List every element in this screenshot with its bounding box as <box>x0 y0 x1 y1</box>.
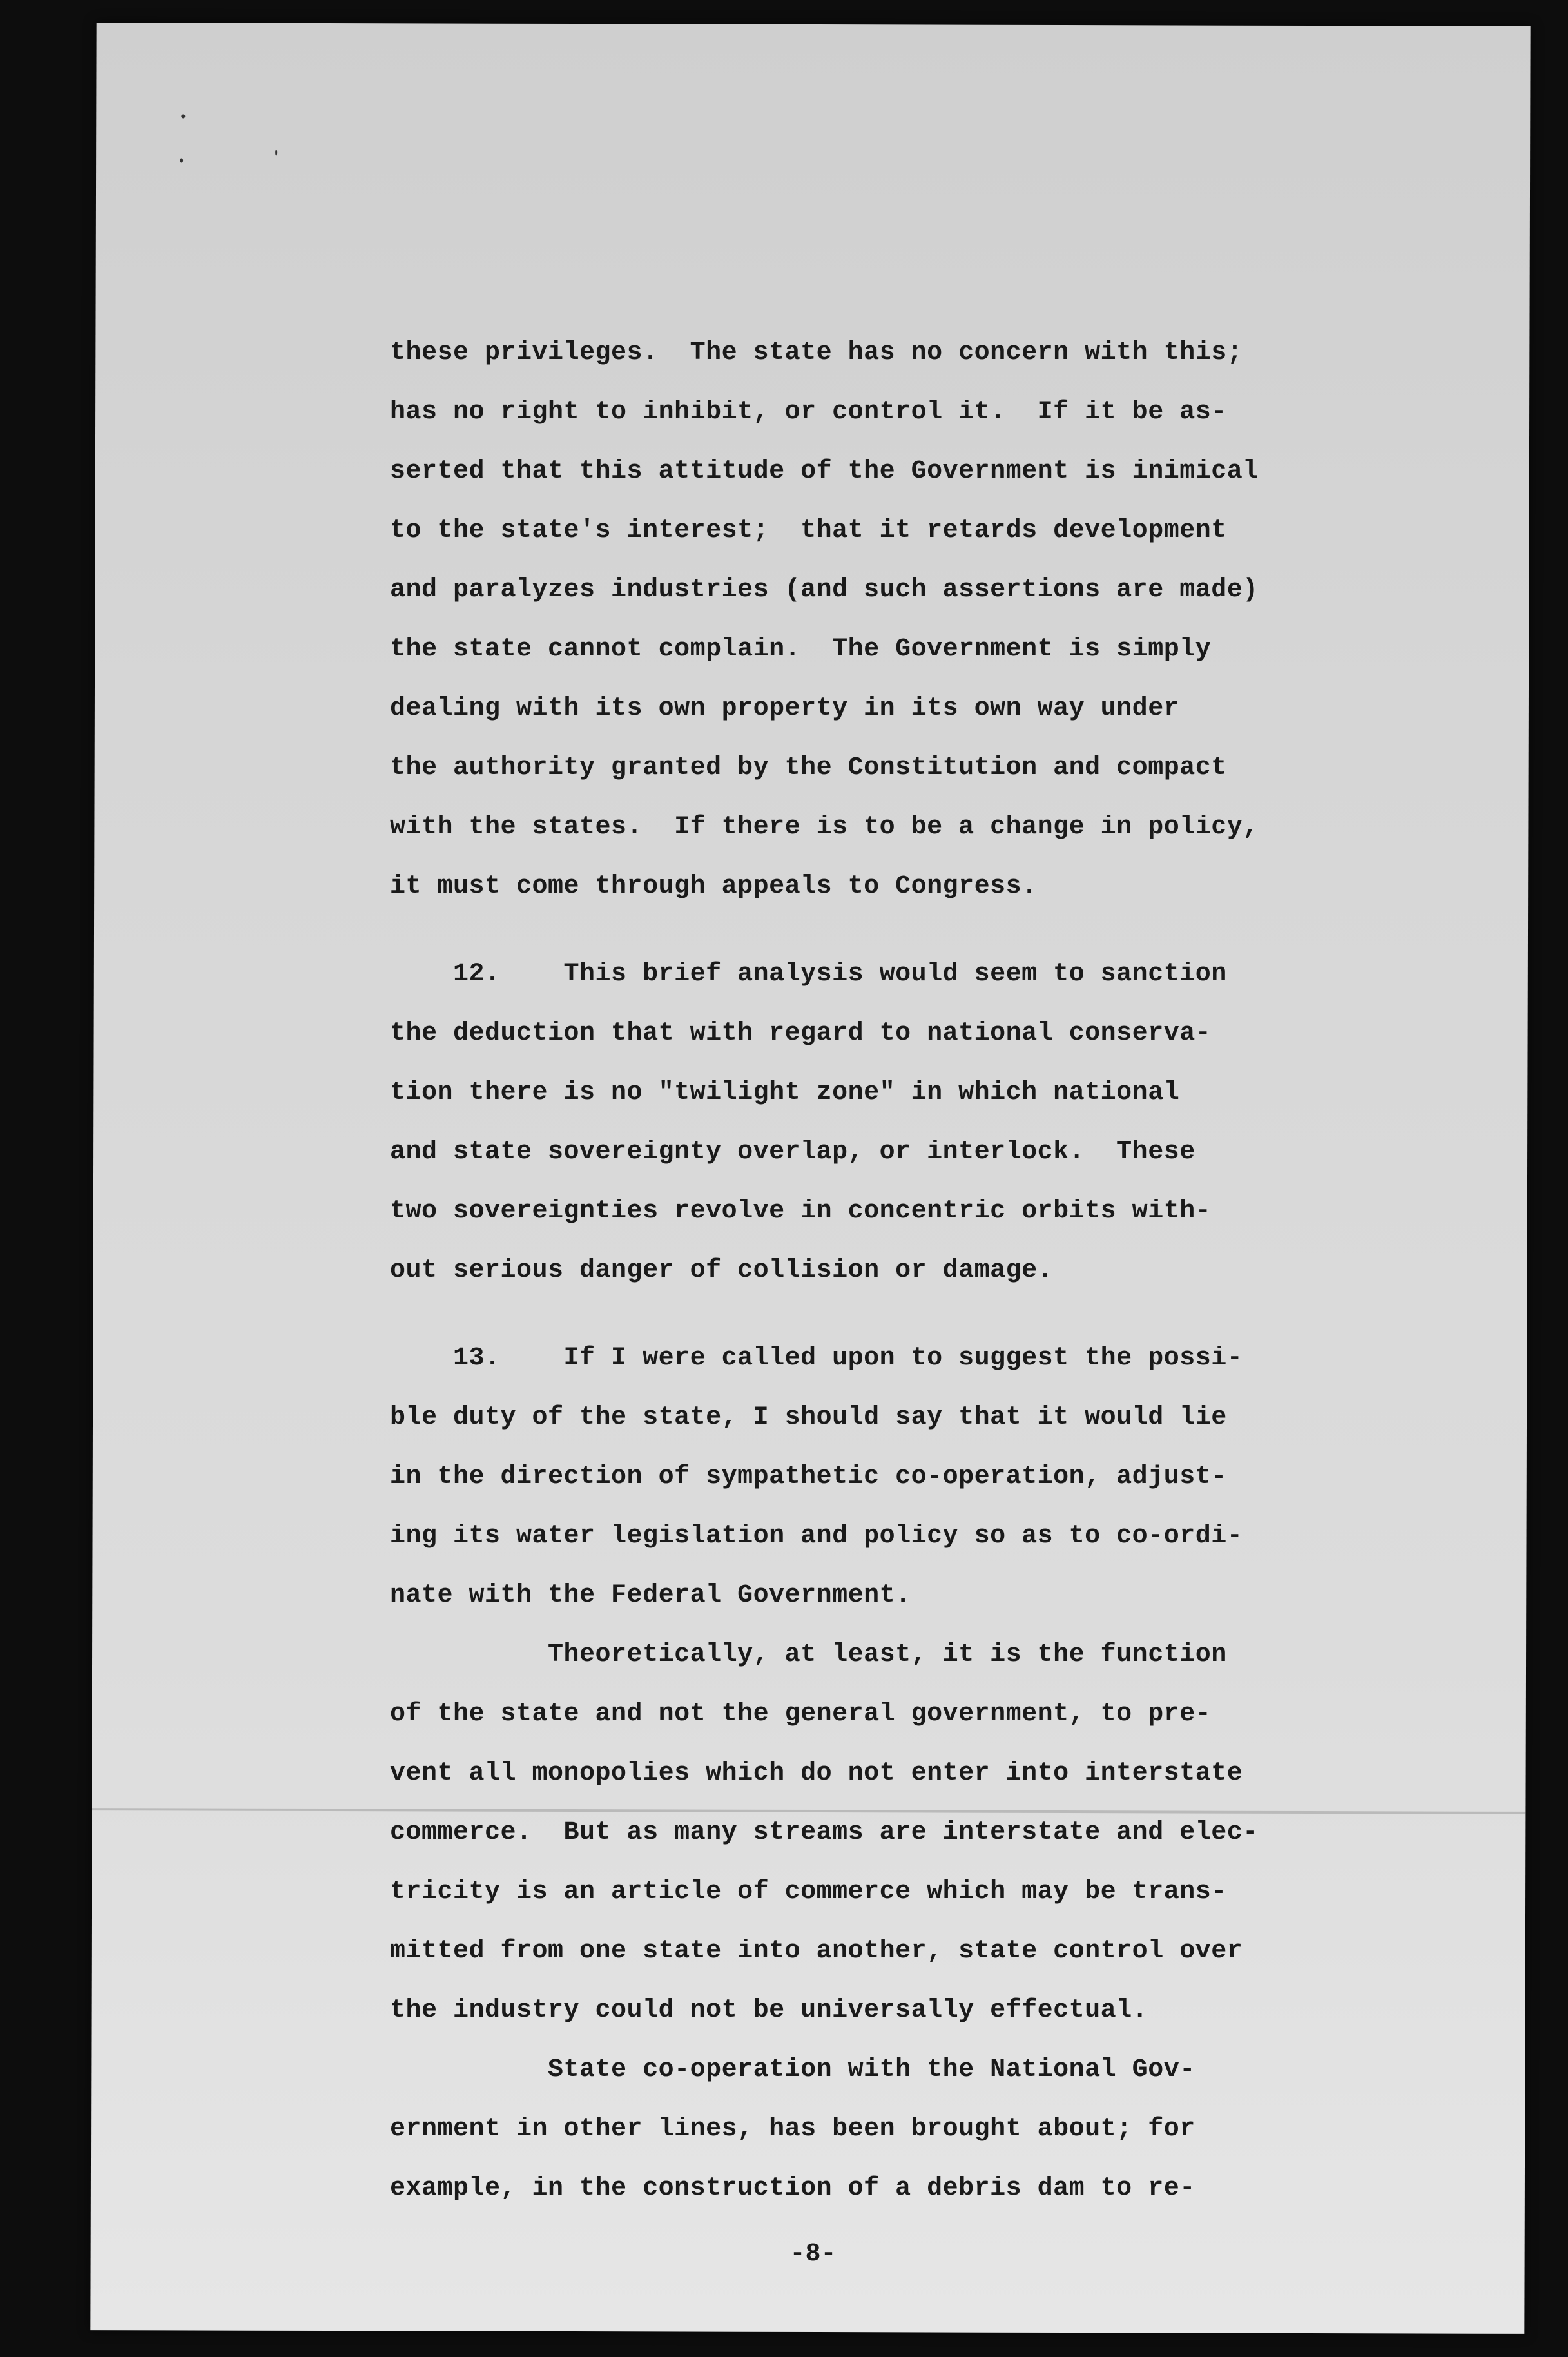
text-line: commerce. But as many streams are interstate and elec- <box>390 1818 1259 1847</box>
text-line: two sovereignties revolve in concentric orbits with- <box>390 1197 1212 1226</box>
paper-speck <box>181 114 185 118</box>
paragraph-gap <box>390 1301 1357 1329</box>
text-line: these privileges. The state has no concern with this; <box>390 338 1243 367</box>
text-line: ble duty of the state, I should say that it would lie <box>390 1403 1227 1432</box>
text-line: out serious danger of collision or damage. <box>390 1256 1054 1285</box>
text-line: with the states. If there is to be a change in policy, <box>390 813 1259 842</box>
text-line: to the state's interest; that it retards development <box>390 516 1227 545</box>
text-line: serted that this attitude of the Government is inimical <box>390 457 1259 486</box>
text-line: in the direction of sympathetic co-operation, adjust- <box>390 1462 1227 1491</box>
text-line: the state cannot complain. The Government is simply <box>390 635 1212 664</box>
paper-speck <box>180 158 183 162</box>
body-text <box>390 324 1357 2218</box>
page-number: -8- <box>789 2240 837 2269</box>
text-line: Theoretically, at least, it is the function <box>390 1640 1227 1669</box>
text-line: 12. This brief analysis would seem to sanction <box>390 960 1227 989</box>
text-line: example, in the construction of a debris dam to re- <box>390 2174 1195 2203</box>
text-line: nate with the Federal Government. <box>390 1581 911 1610</box>
text-line: ing its water legislation and policy so as to co-ordi- <box>390 1522 1243 1551</box>
text-line: it must come through appeals to Congress. <box>390 872 1038 901</box>
text-line: and paralyzes industries (and such assertions are made) <box>390 576 1259 605</box>
text-line: vent all monopolies which do not enter into interstate <box>390 1759 1243 1788</box>
text-line: State co-operation with the National Gov- <box>390 2055 1195 2084</box>
paper-speck <box>275 150 277 156</box>
text-line: the authority granted by the Constitution and compact <box>390 753 1227 782</box>
text-line: tion there is no "twilight zone" in which national <box>390 1078 1180 1107</box>
text-line: and state sovereignty overlap, or interlock. These <box>390 1138 1195 1167</box>
text-line: the deduction that with regard to national conserva- <box>390 1019 1212 1048</box>
text-line: the industry could not be universally effectual. <box>390 1996 1148 2025</box>
text-line: dealing with its own property in its own way under <box>390 694 1180 723</box>
text-line: mitted from one state into another, state control over <box>390 1937 1243 1966</box>
text-line: 13. If I were called upon to suggest the possi- <box>390 1344 1243 1373</box>
paragraph-gap <box>390 917 1357 945</box>
text-line: has no right to inhibit, or control it. If it be as- <box>390 398 1227 427</box>
text-line: ernment in other lines, has been brought about; for <box>390 2115 1195 2144</box>
text-line: of the state and not the general government, to pre- <box>390 1700 1212 1729</box>
text-line: tricity is an article of commerce which may be trans- <box>390 1877 1227 1906</box>
